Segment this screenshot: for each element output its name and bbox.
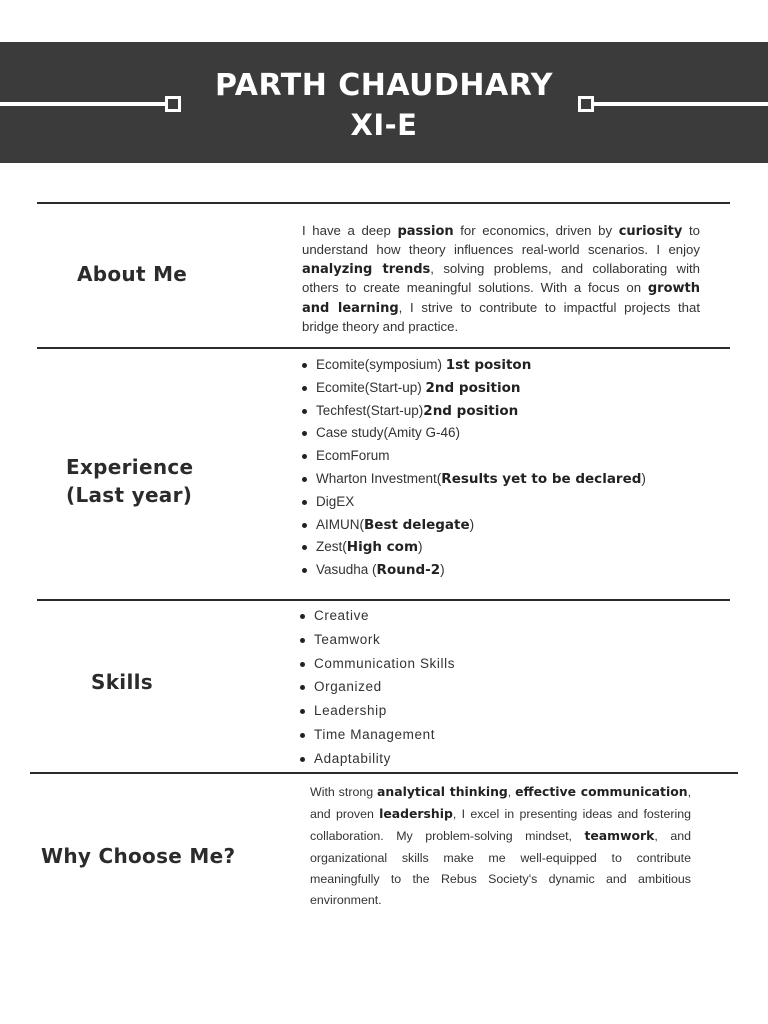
divider-top bbox=[37, 202, 730, 204]
experience-item-bold-text: 2nd position bbox=[425, 379, 521, 396]
experience-item-text: Zest( bbox=[316, 539, 347, 555]
experience-item-bold-text: Results yet to be declared bbox=[441, 470, 642, 487]
about-text: for economics, driven by bbox=[453, 223, 619, 238]
why-text: , and proven bbox=[310, 785, 692, 822]
experience-item-bold-text: 2nd position bbox=[423, 402, 519, 419]
experience-item-bold-text: Best delegate bbox=[364, 516, 470, 533]
experience-item bbox=[302, 445, 722, 468]
why-heading: Why Choose Me? bbox=[41, 844, 236, 868]
experience-item-text: AIMUN( bbox=[316, 516, 364, 532]
experience-item-text: Techfest(Start-up) bbox=[316, 402, 424, 418]
experience-item-text: ) bbox=[469, 516, 475, 532]
about-bold-text: analyzing trends bbox=[302, 261, 431, 277]
divider-skills bbox=[30, 772, 738, 774]
experience-item-text: Vasudha ( bbox=[316, 562, 377, 578]
why-text: , and organizational skills make me well-equipped to contribute meaningfully to the Rebus Society's dynamic and ambitious environment. bbox=[310, 829, 691, 908]
experience-item-bold-text: Round-2 bbox=[376, 562, 441, 579]
experience-heading bbox=[66, 453, 193, 509]
experience-item-text: ) bbox=[440, 562, 445, 578]
about-text: , solving problems, and collaborating with others to create meaningful solutions. With a focus on bbox=[302, 260, 700, 296]
experience-item bbox=[302, 377, 722, 400]
experience-item-text: ) bbox=[641, 470, 646, 486]
experience-item-text: Case study(Amity G-46) bbox=[316, 425, 461, 441]
about-bold-text: growth and learning bbox=[302, 281, 700, 316]
about-text: I have a deep bbox=[302, 223, 398, 238]
about-text: , I strive to contribute to impactful projects that bridge theory and practice. bbox=[302, 299, 700, 335]
skills-heading: Skills bbox=[91, 670, 153, 694]
experience-item bbox=[302, 422, 722, 445]
experience-item-text: DigEX bbox=[316, 493, 355, 509]
experience-item bbox=[302, 514, 722, 537]
experience-item bbox=[302, 536, 722, 559]
student-name: PARTH CHAUDHARY bbox=[215, 68, 553, 103]
skill-item: Communication Skills bbox=[300, 652, 600, 676]
about-heading: About Me bbox=[77, 262, 188, 286]
why-text: , bbox=[507, 785, 516, 799]
experience-list bbox=[302, 354, 722, 582]
why-bold-text: effective communication bbox=[515, 784, 688, 799]
skill-item: Leadership bbox=[300, 699, 600, 723]
about-text: to understand how theory influences real-world scenarios. I enjoy bbox=[302, 223, 700, 258]
about-paragraph bbox=[302, 222, 700, 336]
why-bold-text: leadership bbox=[379, 806, 453, 822]
experience-item bbox=[302, 400, 722, 423]
divider-about bbox=[37, 347, 730, 349]
experience-item-text: Wharton Investment( bbox=[316, 470, 442, 486]
about-bold-text: passion bbox=[397, 224, 454, 239]
experience-item-text: Ecomite(symposium) bbox=[316, 357, 446, 372]
skill-item: Organized bbox=[300, 675, 600, 699]
skills-list bbox=[300, 604, 600, 771]
why-text: , I excel in presenting ideas and fostering collaboration. My problem-solving mindset, bbox=[310, 807, 691, 844]
experience-item bbox=[302, 491, 722, 514]
skill-item: Time Management bbox=[300, 723, 600, 747]
header-banner bbox=[0, 42, 768, 163]
experience-item bbox=[302, 559, 722, 582]
experience-item bbox=[302, 468, 722, 491]
why-text: With strong bbox=[310, 785, 378, 799]
experience-item bbox=[302, 354, 722, 377]
experience-item-text: EcomForum bbox=[316, 448, 390, 464]
experience-item-text: Ecomite(Start-up) bbox=[316, 379, 426, 395]
divider-experience bbox=[37, 599, 730, 601]
experience-item-bold-text: High com bbox=[346, 539, 419, 556]
experience-item-text: ) bbox=[418, 539, 423, 555]
skill-item: Adaptability bbox=[300, 747, 600, 771]
experience-item-bold-text: 1st positon bbox=[445, 357, 532, 373]
about-bold-text: curiosity bbox=[618, 224, 683, 239]
why-bold-text: analytical thinking bbox=[377, 784, 508, 799]
skill-item: Teamwork bbox=[300, 628, 600, 652]
why-paragraph bbox=[310, 781, 691, 911]
experience-heading-line2: (Last year) bbox=[66, 483, 193, 507]
why-bold-text: teamwork bbox=[584, 828, 655, 844]
skill-item: Creative bbox=[300, 604, 600, 628]
experience-heading-line1: Experience bbox=[66, 455, 194, 479]
student-class: XI-E bbox=[350, 108, 418, 142]
